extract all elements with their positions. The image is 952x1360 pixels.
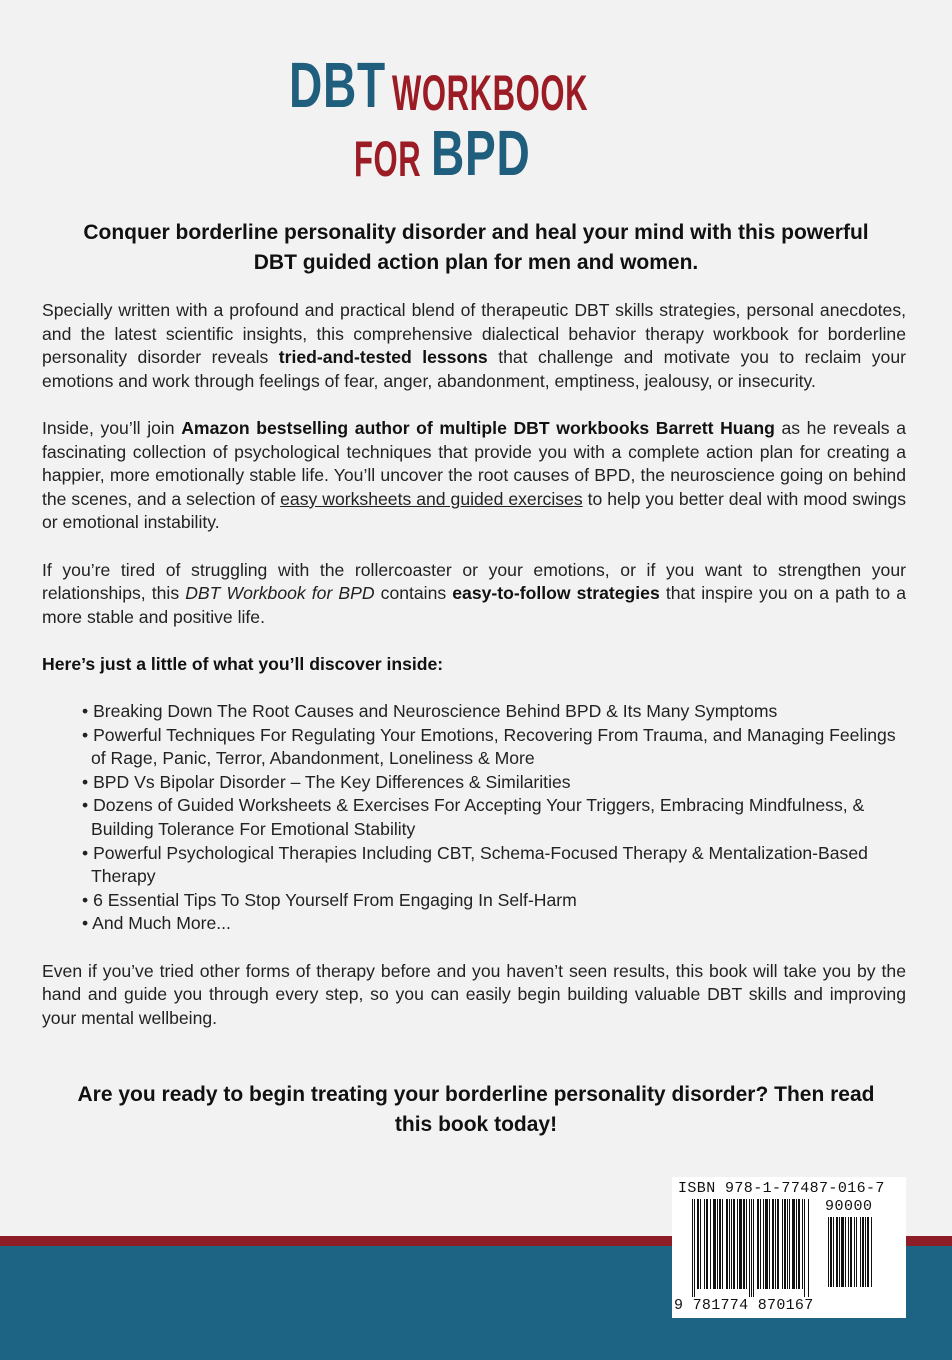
barcode-bar [769, 1199, 770, 1289]
feature-list [42, 700, 906, 936]
barcode-bar [751, 1199, 752, 1297]
list-item [82, 771, 906, 795]
paragraph-intro-text-1: Specially written with a profound and practical blend of therapeutic DBT skills strategies, personal anecdotes, and the latest scientific insights, this comprehensive dialectical behavior therapy workbook for borderline personality disorder reveals [42, 300, 906, 368]
barcode-bar [865, 1217, 866, 1287]
barcode-addon-code: 90000 [825, 1198, 873, 1215]
barcode-bar [856, 1217, 857, 1287]
paragraph-motivation-bold: easy-to-follow strategies [452, 583, 660, 604]
barcode-bar [802, 1199, 803, 1289]
bullet-icon: • [82, 724, 89, 745]
list-heading [42, 653, 906, 677]
barcode-bar [833, 1217, 834, 1287]
barcode-bar [804, 1199, 805, 1297]
barcode-bar [775, 1199, 776, 1289]
barcode-bar [784, 1199, 786, 1289]
barcode-bar [726, 1199, 728, 1289]
tagline-line-2: DBT guided action plan for men and women. [253, 251, 699, 274]
barcode-bar [848, 1217, 849, 1287]
barcode-bar [845, 1217, 846, 1287]
barcode-bar [731, 1199, 732, 1289]
barcode-bar [757, 1199, 759, 1289]
cta-line-2: this book today! [394, 1113, 558, 1136]
barcode-bar [862, 1217, 864, 1287]
barcode-bar [719, 1199, 721, 1289]
barcode-bar [694, 1199, 695, 1297]
barcode-bar [860, 1217, 861, 1287]
title-word-workbook: WORKBOOK [392, 65, 589, 121]
barcode-bar [749, 1199, 750, 1297]
list-item-text: BPD Vs Bipolar Disorder – The Key Differences & Similarities [93, 771, 571, 792]
list-item [82, 700, 906, 724]
list-item [82, 724, 906, 771]
barcode-bar [850, 1217, 852, 1287]
list-item-text: 6 Essential Tips To Stop Yourself From Engaging In Self-Harm [93, 889, 577, 910]
barcode-bar [746, 1199, 747, 1289]
barcode-bar [787, 1199, 788, 1289]
tagline-line-1: Conquer borderline personality disorder and heal your mind with this powerful [83, 221, 869, 244]
paragraph-author [42, 417, 906, 535]
barcode-bar [792, 1199, 795, 1289]
barcode-bar [839, 1217, 840, 1287]
bullet-icon: • [82, 771, 89, 792]
paragraph-intro [42, 299, 906, 393]
cta-line-1: Are you ready to begin treating your borderline personality disorder? Then read [77, 1083, 875, 1106]
list-item [82, 794, 906, 841]
barcode-bar [733, 1199, 735, 1289]
barcode-bar [871, 1217, 872, 1287]
list-item-text: Breaking Down The Root Causes and Neuroscience Behind BPD & Its Many Symptoms [93, 701, 778, 722]
barcode-bar [808, 1199, 809, 1297]
body-copy [42, 299, 906, 1054]
paragraph-motivation-text-2: contains [374, 583, 453, 604]
barcode-bar [753, 1199, 754, 1297]
paragraph-motivation-text-1: If you’re tired of struggling with the rollercoaster or your emotions, or if you want to strengthen your relationships, this [42, 559, 906, 604]
list-item [82, 842, 906, 889]
barcode-bar [697, 1199, 699, 1289]
barcode-bar [760, 1199, 761, 1289]
barcode-bar [789, 1199, 790, 1289]
barcode-bar [729, 1199, 730, 1289]
bullet-icon: • [82, 842, 89, 863]
barcode-bar [700, 1199, 701, 1289]
paragraph-intro-text-2: that challenge and motivate you to reclaim your emotions and work through feelings of fear, anger, abandonment, emptiness, jealousy, or insecurity. [42, 347, 906, 391]
barcode-bar [717, 1199, 718, 1289]
barcode-bar [796, 1199, 797, 1289]
barcode-bar [710, 1199, 711, 1289]
list-item-text: Powerful Techniques For Regulating Your Emotions, Recovering From Trauma, and Managing Feelings of Rage, Panic, Terror, Abandonment, Loneliness & More [91, 724, 896, 769]
paragraph-intro-bold: tried-and-tested lessons [278, 347, 488, 368]
list-item-text: Powerful Psychological Therapies Including CBT, Schema-Focused Therapy & Mentalization-Based Therapy [91, 842, 868, 887]
isbn-barcode [672, 1177, 906, 1318]
bullet-icon: • [82, 889, 89, 910]
barcode-bar [782, 1199, 783, 1289]
bullet-icon: • [82, 913, 89, 934]
barcode-bar [706, 1199, 708, 1289]
title-word-for: FOR [354, 131, 422, 187]
paragraph-author-text-1: Inside, you’ll join [42, 417, 182, 438]
barcode-bar [739, 1199, 742, 1289]
paragraph-author-text-3: to help you better deal with mood swings or emotional instability. [42, 488, 907, 533]
barcode-bar [722, 1199, 723, 1289]
isbn-label: ISBN 978-1-77487-016-7 [678, 1180, 885, 1197]
barcode-bar [867, 1217, 869, 1287]
title-word-bpd: BPD [431, 117, 531, 189]
barcode-addon-bars [828, 1217, 898, 1297]
paragraph-motivation-text-3: that inspire you on a path to a more stable and positive life. [42, 583, 906, 627]
barcode-bars [692, 1199, 820, 1299]
bullet-icon: • [82, 701, 89, 722]
barcode-bar [798, 1199, 800, 1289]
barcode-bar [777, 1199, 779, 1289]
list-item-text: And Much More... [92, 913, 231, 934]
barcode-bar [836, 1217, 838, 1287]
barcode-bar [828, 1217, 829, 1287]
book-title [0, 48, 952, 198]
barcode-bar [737, 1199, 738, 1289]
list-item [82, 912, 906, 936]
barcode-bar [704, 1199, 705, 1289]
title-word-dbt: DBT [289, 49, 386, 121]
barcode-bar [830, 1217, 832, 1287]
barcode-bar [763, 1199, 764, 1289]
call-to-action [42, 1080, 910, 1140]
barcode-bar [692, 1199, 693, 1297]
barcode-bar [765, 1199, 768, 1289]
paragraph-closing: Even if you’ve tried other forms of therapy before and you haven’t seen results, this book will take you by the hand and guide you through every step, so you can easily begin building valuable DBT skills and improving your mental wellbeing. [42, 960, 906, 1028]
barcode-bar [713, 1199, 716, 1289]
paragraph-author-bold: Amazon bestselling author of multiple DBT workbooks Barrett Huang [181, 417, 775, 438]
tagline [42, 218, 910, 278]
list-heading-text: Here’s just a little of what you’ll discover inside: [42, 653, 444, 674]
barcode-bar [772, 1199, 774, 1289]
barcode-bar [854, 1217, 855, 1287]
paragraph-motivation-book-title: DBT Workbook for BPD [185, 583, 375, 604]
barcode-bar [841, 1217, 844, 1287]
bullet-icon: • [82, 795, 89, 816]
barcode-bar [743, 1199, 745, 1289]
list-item-text: Dozens of Guided Worksheets & Exercises For Accepting Your Triggers, Embracing Mindfulness, & Building Tolerance For Emotional Stability [91, 795, 865, 840]
paragraph-author-text-2: as he reveals a fascinating collection of psychological techniques that provide you with a complete action plan for creating a happier, more emotionally stable life. You’ll uncover the root causes of BPD, the neuroscience going on behind the scenes, and a selection of [42, 417, 906, 509]
list-item [82, 889, 906, 913]
ean-digits: 9 781774 870167 [674, 1297, 814, 1314]
paragraph-motivation [42, 559, 906, 630]
paragraph-author-underlined: easy worksheets and guided exercises [280, 488, 583, 509]
